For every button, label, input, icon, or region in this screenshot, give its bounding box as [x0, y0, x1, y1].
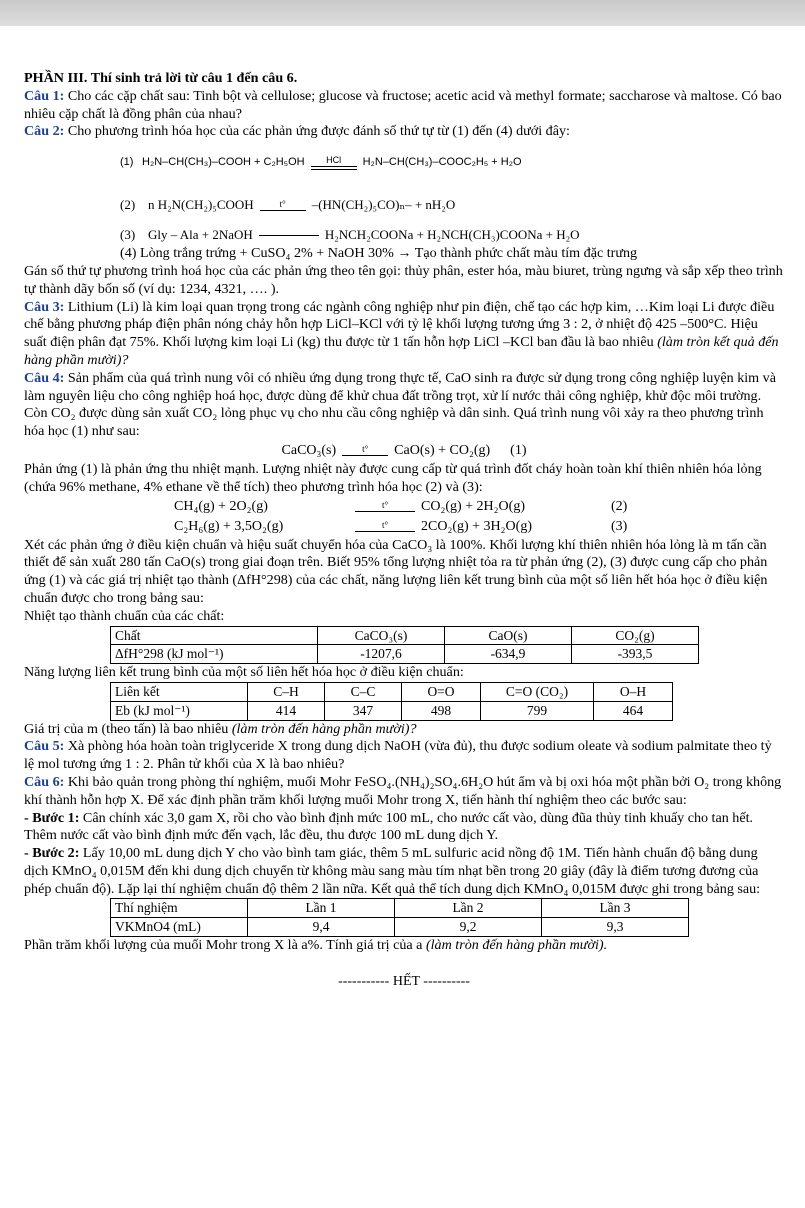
end-marker: ----------- HẾT ----------: [338, 973, 470, 989]
table-cell: 9,4: [248, 918, 395, 937]
table-cell: CaCO₃(s): [318, 626, 445, 645]
table-cell: 347: [325, 701, 402, 720]
q4-paragraph-2: Phản ứng (1) là phản ứng thu nhiệt mạnh. Lượng nhiệt này được cung cấp từ quá trình đốt cháy hoàn toàn khí thiên nhiên hóa lỏng (chứa 96% methane, 4% ethane về thể tích) theo phương trình hóa học (2) và (3):: [24, 460, 762, 495]
bond-energy-table: [110, 682, 673, 721]
question-5: [24, 738, 784, 774]
q4-note: (làm tròn đến hàng phần mười)?: [231, 720, 417, 737]
table-cell: 9,2: [395, 918, 542, 937]
reaction-2-condition: t°: [279, 198, 286, 209]
q4-question: [24, 721, 784, 739]
table-row: [111, 701, 673, 720]
table-cell: 498: [402, 701, 481, 720]
reaction-3: [24, 225, 784, 245]
table-cell: Eb (kJ mol⁻¹): [111, 701, 248, 720]
reaction-2-arrow: [260, 200, 306, 211]
equation-2-condition: t°: [381, 500, 389, 511]
reaction-1: [24, 141, 784, 185]
reaction-3-right: H₂NCH₂COONa + H₂NCH(CH₃)COONa + H₂O: [324, 227, 580, 243]
step-1-label: - Bước 1:: [24, 809, 80, 826]
table-cell: 414: [248, 701, 325, 720]
reaction-3-arrow: [259, 234, 319, 236]
question-6: [24, 774, 784, 810]
reaction-1-condition: HCl: [326, 155, 342, 166]
table-cell: O=O: [402, 682, 481, 701]
q2-label: Câu 2:: [24, 123, 65, 140]
equation-3: [24, 517, 784, 537]
reaction-1-left: H₂N–CH(CH₃)–COOH + C₂H₅OH: [142, 156, 305, 169]
reaction-1-right: H₂N–CH(CH₃)–COOC₂H₅ + H₂O: [362, 156, 522, 169]
equation-1-condition: t°: [362, 444, 369, 455]
section-heading: PHẦN III. Thí sinh trả lời từ câu 1 đến câu 6.: [24, 70, 298, 86]
table-cell: Lần 1: [248, 899, 395, 918]
reaction-3-left: Gly – Ala + 2NaOH: [148, 227, 253, 243]
equation-3-arrow: [355, 521, 415, 532]
table-cell: Liên kết: [111, 682, 248, 701]
question-2: [24, 123, 784, 141]
q6-step-1: [24, 810, 784, 846]
q3-text: Lithium (Li) là kim loại quan trọng trong các ngành công nghiệp như pin điện, chế tạo các hợp kim, …Kim loại Li được điều chế bằng phương pháp điện phân nóng chảy hỗn hợp LiCl–KCl với tỷ lệ khối lượng tương ứng 3 : 2, ở nhiệt độ 425 –500°C. Hiệu suất điện phân đạt 75%. Khối lượng kim loại Li (kg) thu được từ 1 tấn hỗn hợp LiCl –KCl ban đầu là bao nhiêu: [24, 298, 775, 351]
q2-instruction: Gán số thứ tự phương trình hoá học của các phản ứng theo tên gọi: thủy phân, ester hóa, màu biuret, trùng ngưng và sắp xếp theo trình tự thành dãy bốn số (ví dụ: 1234, 4321, …. ).: [24, 262, 783, 297]
equation-2-left: CH₄(g) + 2O₂(g): [174, 498, 268, 514]
equation-1-arrow: [342, 445, 388, 456]
question-3: [24, 299, 784, 370]
table-header-row: [111, 682, 673, 701]
equation-2-number: (2): [611, 498, 628, 514]
table-cell: Chất: [111, 626, 318, 645]
table-cell: -1207,6: [318, 645, 445, 664]
table-cell: C–H: [248, 682, 325, 701]
question-1: [24, 88, 784, 124]
table-cell: VKMnO4 (mL): [111, 918, 248, 937]
reaction-4: (4) Lòng trắng trứng + CuSO₄ 2% + NaOH 30% → Tạo thành phức chất màu tím đặc trưng: [120, 245, 638, 262]
document-page: [24, 70, 784, 991]
table-cell: 464: [594, 701, 673, 720]
table-cell: C–C: [325, 682, 402, 701]
table-cell: 9,3: [542, 918, 689, 937]
table-cell: -634,9: [445, 645, 572, 664]
equation-1: [24, 441, 784, 461]
q6-question-text: Phần trăm khối lượng của muối Mohr trong X là a%. Tính giá trị của a: [24, 937, 426, 954]
reaction-2-left: n H₂N(CH₂)₅COOH: [148, 197, 254, 213]
q3-note: (làm tròn kết quả đến hàng phần mười)?: [24, 334, 779, 368]
equation-2: [24, 497, 784, 517]
table-cell: ΔfH°298 (kJ mol⁻¹): [111, 645, 318, 664]
q1-text: Cho các cặp chất sau: Tinh bột và cellulose; glucose và fructose; acetic acid và methyl formate; saccharose và maltose. Có bao nhiêu cặp chất là đồng phân của nhau?: [24, 87, 782, 122]
table-row: [111, 918, 689, 937]
table-cell: -393,5: [572, 645, 699, 664]
equation-3-left: C₂H₆(g) + 3,5O₂(g): [174, 518, 284, 534]
reaction-2: [24, 185, 784, 225]
q3-label: Câu 3:: [24, 298, 65, 315]
equation-3-right: 2CO₂(g) + 3H₂O(g): [421, 518, 532, 534]
table-cell: O–H: [594, 682, 673, 701]
equation-1-right: CaO(s) + CO₂(g): [394, 443, 491, 459]
q6-step-2: [24, 845, 784, 898]
q4-label: Câu 4:: [24, 369, 65, 386]
formation-enthalpy-table: [110, 626, 699, 665]
step-2-label: - Bước 2:: [24, 845, 80, 862]
q5-text: Xà phòng hóa hoàn toàn triglyceride X trong dung dịch NaOH (vừa đủ), thu được sodium oleate và sodium palmitate theo tỷ lệ mol tương ứng 1 : 2. Phân tử khối của X là bao nhiêu?: [24, 738, 772, 773]
table-cell: C=O (CO₂): [481, 682, 594, 701]
q6-label: Câu 6:: [24, 773, 65, 790]
table-header-row: [111, 626, 699, 645]
reaction-1-number: (1): [120, 156, 134, 169]
equation-1-number: (1): [510, 443, 527, 459]
step-1-text: Cân chính xác 3,0 gam X, rồi cho vào bình định mức 100 mL, cho nước cất vào, dùng đũa thủy tinh khuấy cho tan hết. Thêm nước cất vào bình định mức đến vạch, lắc đều, thu được 100 mL dung dịch Y.: [24, 809, 754, 844]
table-cell: Lần 3: [542, 899, 689, 918]
reaction-2-number: (2): [120, 197, 136, 213]
table-2-caption: Năng lượng liên kết trung bình của một số liên hết hóa học ở điều kiện chuẩn:: [24, 664, 464, 681]
q6-question: [24, 937, 784, 955]
reaction-1-arrow: [311, 156, 357, 170]
q6-text: Khi bảo quản trong phòng thí nghiệm, muối Mohr FeSO₄.(NH₄)₂SO₄.6H₂O hút ẩm và bị oxi hóa một phần bởi O₂ trong không khí thành hỗn hợp X. Để xác định phần trăm khối lượng muối Mohr trong X, tiến hành thí nghiệm theo các bước sau:: [24, 773, 782, 808]
table-cell: CaO(s): [445, 626, 572, 645]
question-4: [24, 370, 784, 441]
table-1-caption: Nhiệt tạo thành chuẩn của các chất:: [24, 607, 225, 624]
step-2-text: Lấy 10,00 mL dung dịch Y cho vào bình tam giác, thêm 5 mL sulfuric acid nồng độ 1M. Tiến hành chuẩn độ bằng dung dịch KMnO₄ 0,015M đến khi dung dịch chuyển từ không màu sang màu tím nhạt bền trong 20 giây (đây là điểm tương đương của phép chuẩn độ). Lặp lại thí nghiệm chuẩn độ thêm 2 lần nữa. Kết quả thể tích dung dịch KMnO₄ 0,015M được ghi trong bảng sau:: [24, 845, 761, 897]
equation-3-number: (3): [611, 518, 628, 534]
q4-text: Sản phẩm của quá trình nung vôi có nhiều ứng dụng trong thực tế, CaO sinh ra được sử dụng trong công nghiệp luyện kim và làm nguyên liệu cho công nghiệp hoá học, được dùng để khử chua đất trồng trọt, xử lí nước thải công nghiệp, khử độc môi trường. Còn CO₂ được dùng sản xuất CO₂ lỏng phục vụ cho nhu cầu công nghiệp và dân sinh. Quá trình nung vôi xảy ra theo phương trình hóa học (1) như sau:: [24, 369, 776, 440]
reaction-2-right: –(HN(CH₂)₅CO)ₙ– + nH₂O: [311, 197, 456, 213]
q2-text: Cho phương trình hóa học của các phản ứng được đánh số thứ tự từ (1) đến (4) dưới đây:: [64, 123, 570, 140]
table-cell: Thí nghiệm: [111, 899, 248, 918]
table-cell: CO₂(g): [572, 626, 699, 645]
table-row: [111, 645, 699, 664]
equation-2-arrow: [355, 501, 415, 512]
q4-question-text: Giá trị của m (theo tấn) là bao nhiêu: [24, 720, 232, 737]
titration-table: [110, 898, 689, 937]
reaction-3-number: (3): [120, 227, 136, 243]
q1-label: Câu 1:: [24, 87, 65, 104]
top-toolbar: [0, 0, 805, 26]
equation-3-condition: t°: [381, 520, 389, 531]
table-cell: 799: [481, 701, 594, 720]
equation-1-left: CaCO₃(s): [281, 443, 337, 459]
table-header-row: [111, 899, 689, 918]
table-cell: Lần 2: [395, 899, 542, 918]
q4-paragraph-3: Xét các phản ứng ở điều kiện chuẩn và hiệu suất chuyển hóa của CaCO₃ là 100%. Khối lượng khí thiên nhiên hóa lỏng là m tấn cần thiết để sản xuất 280 tấn CaO(s) trong giai đoạn trên. Biết 95% tổng lượng nhiệt tỏa ra từ phản ứng (2), (3) được cung cấp cho phản ứng (1) và các giá trị nhiệt tạo thành (ΔfH°298) của các chất, năng lượng liên kết trung bình của một số liên hết hóa học ở điều kiện chuẩn được cho trong bảng sau:: [24, 536, 768, 606]
equation-2-right: CO₂(g) + 2H₂O(g): [421, 498, 525, 514]
q6-note: (làm tròn đến hàng phần mười).: [425, 937, 608, 954]
q5-label: Câu 5:: [24, 738, 65, 755]
